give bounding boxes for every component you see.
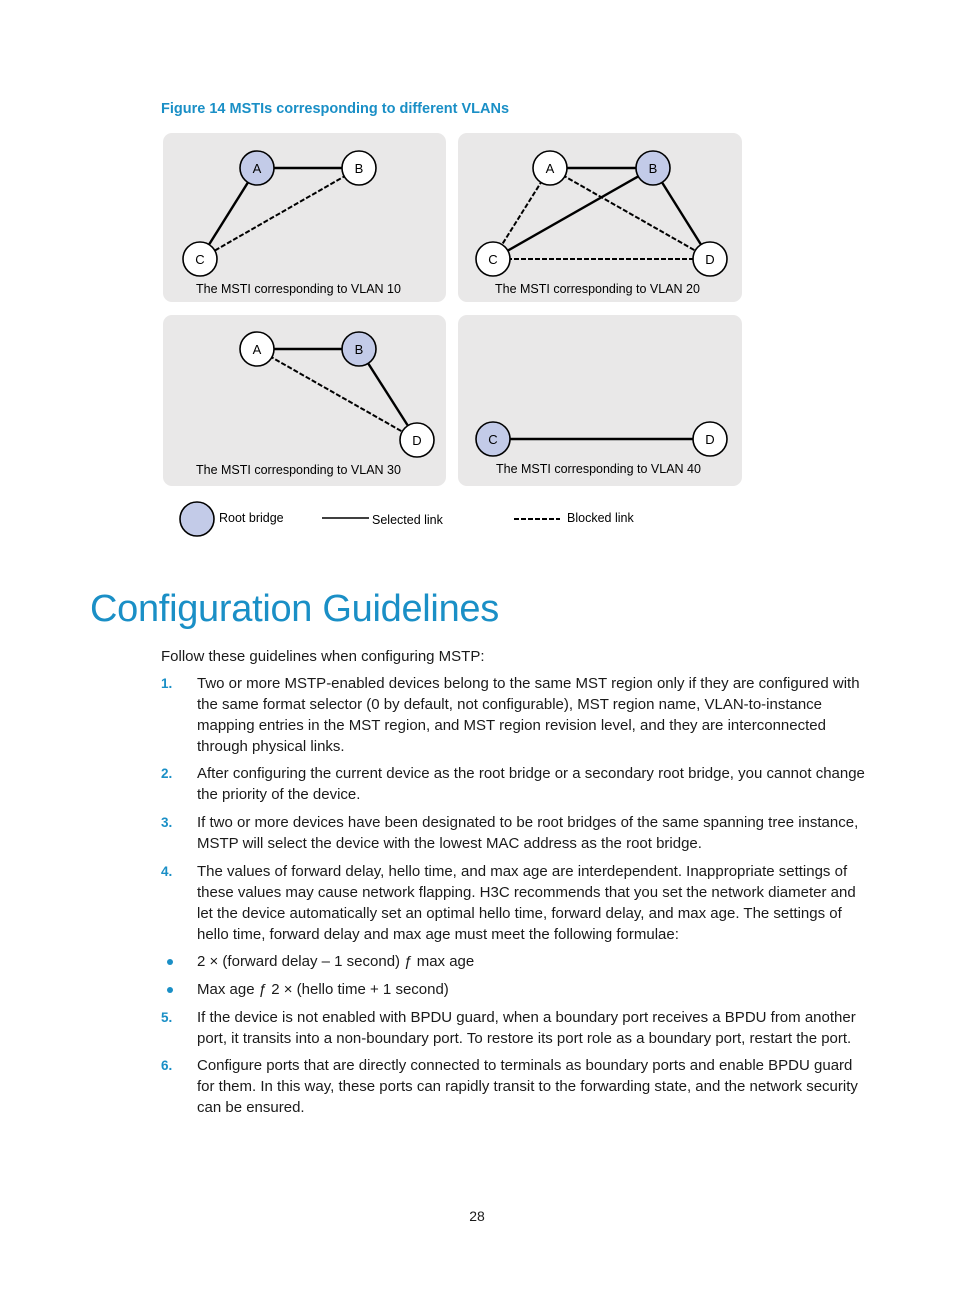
bullet-dot [167, 959, 173, 965]
formula-bullet-1 [161, 951, 871, 972]
panel-background [458, 133, 742, 302]
msti-figure [160, 130, 750, 542]
panel-vlan-10 [163, 133, 446, 302]
formula-bullet-2 [161, 979, 871, 1000]
item-text: Configure ports that are directly connected to terminals as boundary ports and enable BPDU guard for them. In this way, these ports can rapidly transit to the forwarding state, and the network security can be ensured. [197, 1057, 858, 1116]
guideline-item-3 [161, 812, 871, 854]
item-text: Max age ƒ 2 × (hello time + 1 second) [197, 981, 449, 998]
legend-root-bridge-swatch [180, 502, 214, 536]
panel-background [163, 315, 446, 486]
bridge-node-label: C [488, 252, 498, 267]
item-number: 4. [161, 864, 173, 879]
legend-selected-link-label: Selected link [372, 513, 443, 527]
panel-label: The MSTI corresponding to VLAN 30 [196, 463, 401, 477]
item-text: If the device is not enabled with BPDU guard, when a boundary port receives a BPDU from another port, it transits into a non-boundary port. To restore its port role as a boundary port, restart the port. [197, 1009, 856, 1047]
item-number: 6. [161, 1058, 173, 1073]
item-number: 1. [161, 676, 173, 691]
item-text: Two or more MSTP-enabled devices belong to the same MST region only if they are configured with the same format selector (0 by default, not configurable), MST region name, VLAN-to-instance mapping entries in the MST region, and MST region revision level, and they are interconnected through physical links. [197, 675, 860, 755]
bridge-node-label: D [705, 432, 715, 447]
legend-blocked-link-label: Blocked link [567, 511, 634, 525]
guideline-item-1 [161, 673, 871, 757]
item-number: 5. [161, 1010, 173, 1025]
bridge-node-label: D [412, 433, 422, 448]
bullet-dot [167, 987, 173, 993]
page-number: 28 [469, 1208, 485, 1224]
guideline-item-2 [161, 763, 871, 805]
section-heading: Configuration Guidelines [90, 588, 499, 630]
bridge-node-label: A [545, 161, 555, 176]
panel-background [458, 315, 742, 486]
bridge-node-label: B [354, 342, 364, 357]
panel-label: The MSTI corresponding to VLAN 10 [196, 282, 401, 296]
bridge-node-label: D [705, 252, 715, 267]
bridge-node-label: A [252, 161, 262, 176]
panel-vlan-20 [458, 133, 742, 302]
figure-caption: Figure 14 MSTIs corresponding to different VLANs [161, 101, 510, 117]
panel-vlan-30 [163, 315, 446, 486]
item-text: The values of forward delay, hello time, and max age are interdependent. Inappropriate settings of these values may cause network flapping. H3C recommends that you set the network diameter and let the device automatically set an optimal hello time, forward delay, and max age. The settings of hello time, forward delay and max age must meet the following formulae: [197, 863, 856, 943]
bridge-node-label: C [195, 252, 205, 267]
legend-root-bridge-label: Root bridge [219, 511, 284, 525]
bridge-node-label: A [252, 342, 262, 357]
guideline-item-4 [161, 861, 871, 945]
panel-label: The MSTI corresponding to VLAN 40 [496, 462, 701, 476]
panel-background [163, 133, 446, 302]
guideline-item-5 [161, 1007, 871, 1049]
bridge-node-label: B [354, 161, 364, 176]
item-text: After configuring the current device as the root bridge or a secondary root bridge, you cannot change the priority of the device. [197, 765, 865, 803]
panel-label: The MSTI corresponding to VLAN 20 [495, 282, 700, 296]
item-text: 2 × (forward delay – 1 second) ƒ max age [197, 953, 475, 970]
intro-text: Follow these guidelines when configuring MSTP: [161, 648, 485, 665]
guideline-item-6 [161, 1055, 871, 1118]
bridge-node-label: B [648, 161, 658, 176]
item-text: If two or more devices have been designated to be root bridges of the same spanning tree instance, MSTP will select the device with the lowest MAC address as the root bridge. [197, 814, 859, 852]
item-number: 2. [161, 766, 173, 781]
bridge-node-label: C [488, 432, 498, 447]
figure-legend [180, 502, 634, 536]
item-number: 3. [161, 815, 173, 830]
panel-vlan-40 [458, 315, 742, 486]
